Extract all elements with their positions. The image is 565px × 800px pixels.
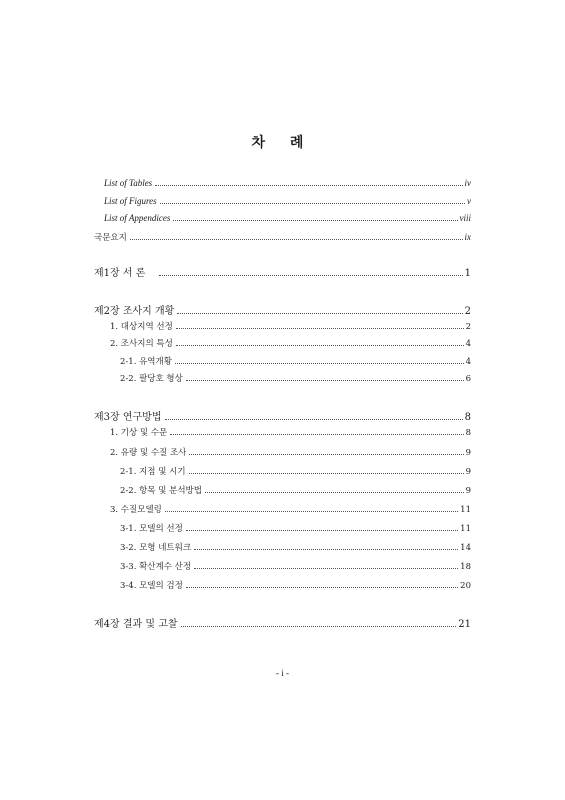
toc-entry-page: 8	[464, 412, 471, 423]
toc-entry-label: 제4장 결과 및 고찰	[94, 619, 178, 630]
dot-leader	[130, 238, 463, 240]
toc-subsection[interactable]	[120, 541, 471, 555]
toc-section[interactable]	[110, 320, 471, 334]
toc-entry[interactable]	[104, 213, 471, 227]
toc-subsection[interactable]	[120, 465, 471, 479]
toc-entry-page: 4	[465, 339, 471, 349]
toc-entry-label: 제1장 서 론	[94, 268, 146, 279]
toc-entry-label: 2-2. 항목 및 분석방법	[120, 486, 202, 496]
toc-entry-label: 2. 조사지의 특성	[110, 339, 173, 349]
dot-leader	[177, 312, 462, 314]
toc-subsection[interactable]	[120, 355, 471, 369]
dot-leader	[159, 274, 462, 276]
toc-section[interactable]	[110, 503, 471, 517]
dot-leader	[173, 219, 457, 221]
dot-leader	[181, 625, 457, 627]
toc-entry[interactable]	[104, 196, 471, 210]
toc-entry-page: 8	[465, 428, 471, 438]
toc-entry-label: 제2장 조사지 개황	[94, 306, 175, 317]
toc-entry-page: 2	[465, 322, 471, 332]
dot-leader	[170, 433, 463, 435]
toc-subsection[interactable]	[120, 560, 471, 574]
dot-leader	[175, 362, 464, 364]
toc-entry-label: 2-2. 팔당호 형상	[120, 374, 183, 384]
toc-entry-label: 1. 대상지역 선정	[110, 322, 173, 332]
toc-entry-page: 9	[465, 467, 471, 477]
toc-entry-label: 2-1. 유역개황	[120, 357, 172, 367]
dot-leader	[189, 453, 463, 455]
toc-section[interactable]	[110, 337, 471, 351]
toc-entry-page: 11	[460, 524, 471, 534]
toc-entry-page: 20	[460, 581, 471, 591]
toc-entry-page: 11	[460, 505, 471, 515]
toc-entry-label: 2. 유량 및 수질 조사	[110, 448, 187, 458]
dot-leader	[194, 548, 458, 550]
dot-leader	[194, 567, 458, 569]
toc-entry-page: 1	[464, 268, 471, 279]
toc-entry-page: viii	[459, 213, 471, 223]
toc-chapter[interactable]	[94, 408, 471, 422]
toc-entry-label: 3. 수질모델링	[110, 505, 162, 515]
toc-entry-page: ix	[464, 232, 471, 242]
toc-subsection[interactable]	[120, 372, 471, 386]
dot-leader	[176, 327, 464, 329]
toc-entry-page: v	[467, 196, 471, 206]
toc-chapter[interactable]	[94, 615, 471, 629]
toc-entry-page: 9	[465, 448, 471, 458]
toc-entry-page: 4	[465, 357, 471, 367]
toc-section[interactable]	[110, 446, 471, 460]
toc-entry-page: 21	[458, 619, 471, 630]
toc-entry-label: 제3장 연구방법	[94, 412, 162, 423]
toc-subsection[interactable]	[120, 522, 471, 536]
toc-entry-page: 9	[465, 486, 471, 496]
toc-entry-label: 국문요지	[94, 233, 127, 243]
dot-leader	[186, 379, 464, 381]
dot-leader	[165, 510, 458, 512]
toc-entry-page: iv	[464, 178, 471, 188]
toc-entry-page: 2	[464, 306, 471, 317]
toc-entry-label: List of Figures	[104, 196, 157, 206]
dot-leader	[165, 418, 463, 420]
toc-chapter[interactable]	[94, 302, 471, 316]
toc-entry-label: 3-2. 모형 네트워크	[120, 543, 192, 553]
toc-section[interactable]	[110, 426, 471, 440]
toc-entry-page: 18	[460, 562, 471, 572]
toc-entry-label: 3-1. 모델의 선정	[120, 524, 183, 534]
toc-entry-page: 6	[465, 374, 471, 384]
dot-leader	[189, 472, 464, 474]
dot-leader	[155, 184, 462, 186]
dot-leader	[186, 586, 458, 588]
toc-entry-label: 3-4. 모델의 검정	[120, 581, 183, 591]
toc-chapter[interactable]	[94, 264, 471, 278]
dot-leader	[186, 529, 458, 531]
dot-leader	[205, 491, 464, 493]
toc-subsection[interactable]	[120, 484, 471, 498]
page-title: 차 례	[251, 135, 314, 151]
toc-entry-label: 3-3. 확산계수 산정	[120, 562, 192, 572]
toc-entry-page: 14	[460, 543, 471, 553]
toc-entry-label: 1. 기상 및 수문	[110, 428, 168, 438]
page-number: - i -	[276, 668, 289, 678]
dot-leader	[176, 344, 464, 346]
toc-entry-label: List of Tables	[104, 178, 153, 188]
toc-entry-label: List of Appendices	[104, 213, 171, 223]
toc-entry-label: 2-1. 지점 및 시기	[120, 467, 186, 477]
toc-entry[interactable]	[94, 231, 471, 245]
toc-entry[interactable]	[104, 178, 471, 192]
toc-subsection[interactable]	[120, 579, 471, 593]
dot-leader	[160, 202, 465, 204]
